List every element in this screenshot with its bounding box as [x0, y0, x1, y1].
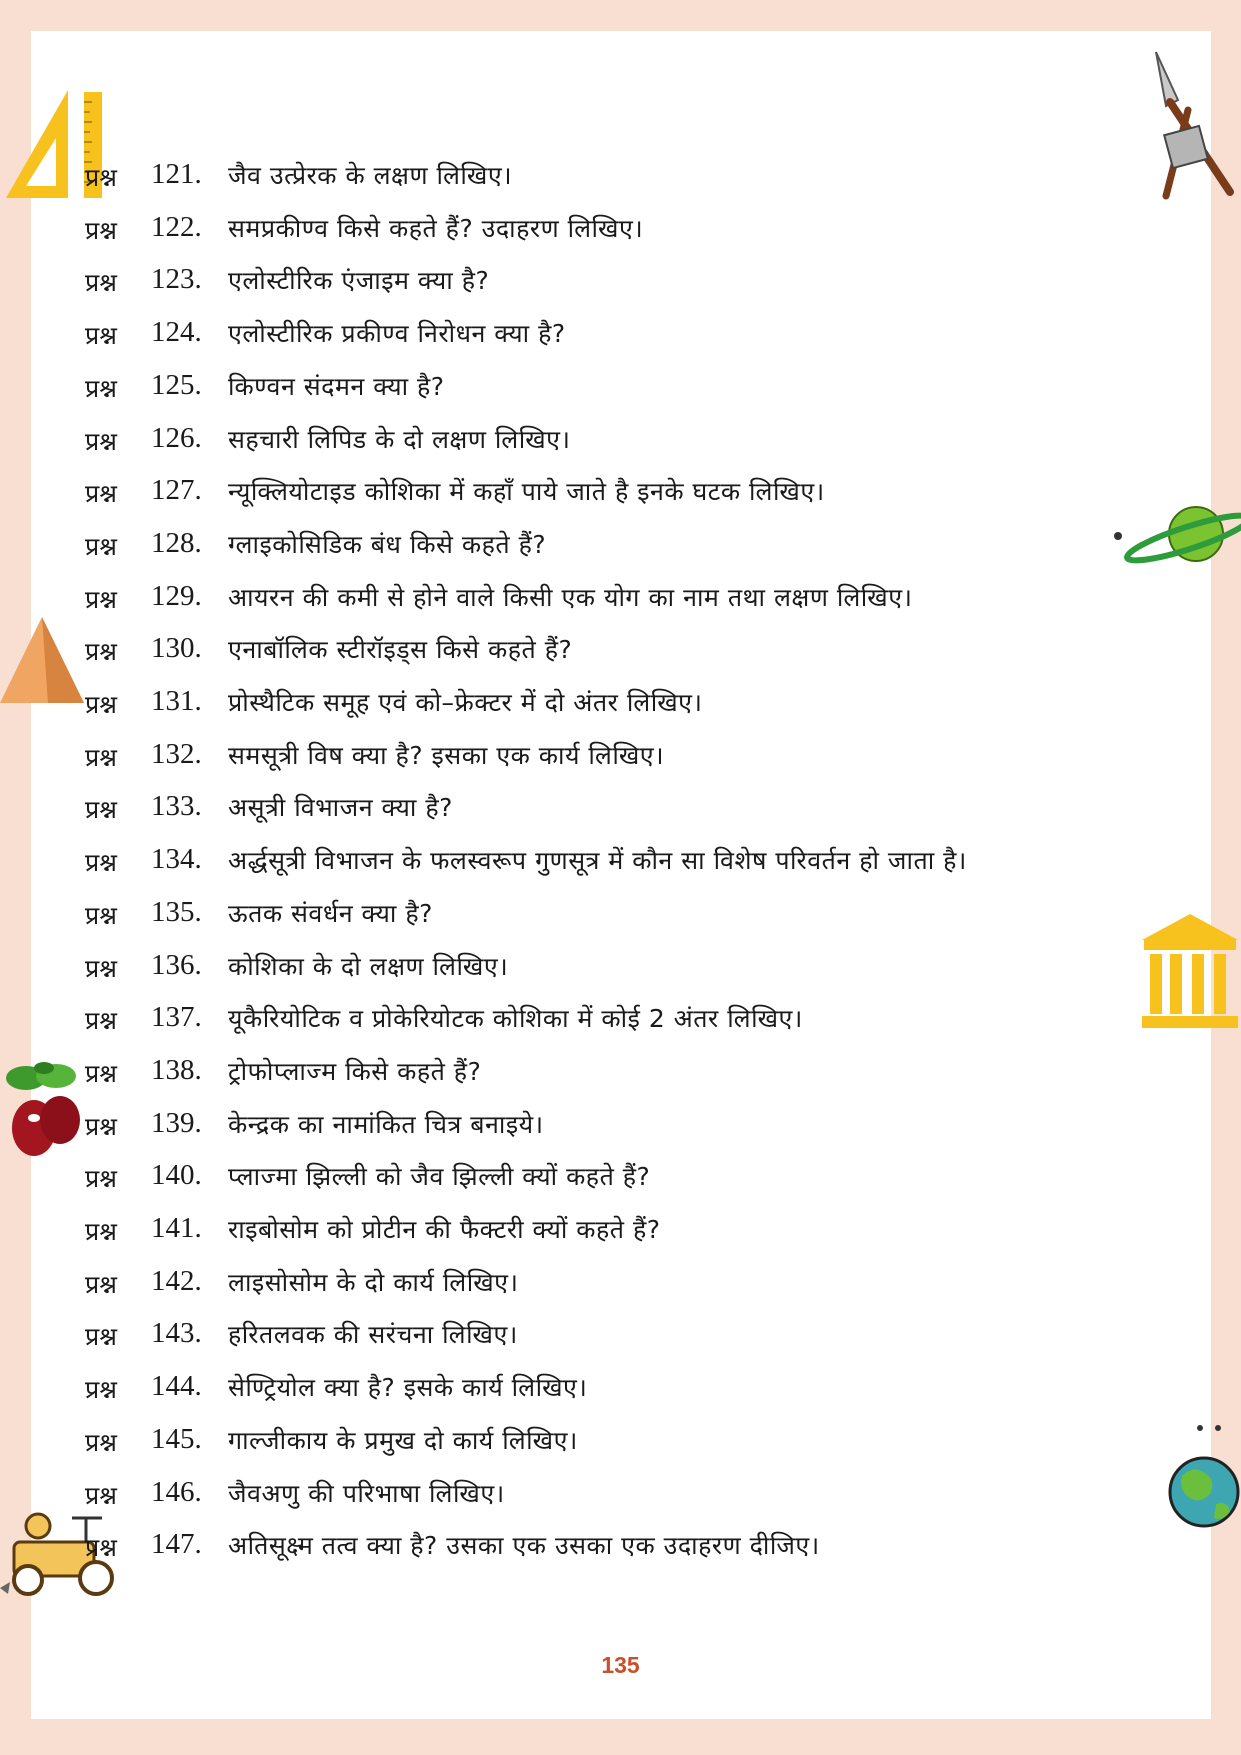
- question-item: [0, 1101, 1160, 1154]
- question-number: 140.: [151, 1159, 202, 1192]
- question-number: 146.: [151, 1475, 202, 1508]
- question-item: [0, 943, 1160, 996]
- question-item: [0, 416, 1160, 469]
- question-text: ग्लाइकोसिडिक बंध किसे कहते हैं?: [228, 529, 547, 559]
- question-prefix: प्रश्न: [85, 215, 117, 245]
- question-number: 134.: [151, 843, 202, 876]
- question-number: 144.: [151, 1370, 202, 1403]
- question-prefix: प्रश्न: [85, 1322, 117, 1352]
- question-number: 133.: [151, 790, 202, 823]
- question-item: [0, 468, 1160, 521]
- question-text: जैव उत्प्रेरक के लक्षण लिखिए।: [228, 161, 513, 190]
- question-text: अर्द्धसूत्री विभाजन के फलस्वरूप गुणसूत्र में कौन सा विशेष परिवर्तन हो जाता है।: [228, 846, 967, 876]
- question-prefix: प्रश्न: [85, 321, 117, 351]
- question-text: लाइसोसोम के दो कार्य लिखिए।: [228, 1267, 519, 1297]
- question-item: [0, 890, 1160, 943]
- question-number: 147.: [151, 1528, 202, 1561]
- question-item: [0, 363, 1160, 416]
- page-number: 135: [601, 1652, 640, 1678]
- question-number: 136.: [151, 948, 202, 981]
- question-number: 142.: [151, 1264, 202, 1297]
- question-item: [0, 1259, 1160, 1312]
- question-prefix: प्रश्न: [85, 1006, 117, 1036]
- question-number: 137.: [151, 1001, 202, 1034]
- question-item: [0, 679, 1160, 732]
- question-text: समप्रकीण्व किसे कहते हैं? उदाहरण लिखिए।: [228, 213, 644, 243]
- question-text: न्यूक्लियोटाइड कोशिका में कहाँ पाये जाते है इनके घटक लिखिए।: [228, 477, 825, 507]
- question-text: जैवअणु की परिभाषा लिखिए।: [228, 1478, 505, 1508]
- question-number: 126.: [151, 421, 202, 454]
- question-text: सहचारी लिपिड के दो लक्षण लिखिए।: [228, 424, 571, 454]
- question-number: 130.: [151, 632, 202, 665]
- question-prefix: प्रश्न: [85, 848, 117, 878]
- question-prefix: प्रश्न: [85, 953, 117, 983]
- question-text: एनाबॉलिक स्टीरॉइड्स किसे कहते हैं?: [228, 635, 573, 665]
- question-prefix: प्रश्न: [85, 1533, 117, 1563]
- question-text: यूकैरियोटिक व प्रोकेरियोटक कोशिका में कोई 2 अंतर लिखिए।: [228, 1004, 803, 1034]
- question-item: [0, 1153, 1160, 1206]
- question-text: एलोस्टीरिक प्रकीण्व निरोधन क्या है?: [228, 319, 566, 349]
- question-prefix: प्रश्न: [85, 1269, 117, 1299]
- question-item: [0, 784, 1160, 837]
- question-number: 132.: [151, 737, 202, 770]
- question-text: हरितलवक की सरंचना लिखिए।: [228, 1320, 518, 1350]
- question-item: [0, 1311, 1160, 1364]
- question-item: [0, 1470, 1160, 1523]
- question-prefix: प्रश्न: [85, 373, 117, 403]
- question-item: [0, 152, 1160, 205]
- question-text: ट्रोफोप्लाज्म किसे कहते हैं?: [228, 1056, 482, 1086]
- question-item: [0, 574, 1160, 627]
- question-number: 121.: [151, 158, 202, 190]
- question-number: 143.: [151, 1317, 202, 1350]
- question-number: 129.: [151, 579, 202, 612]
- question-text: सेण्ट्रियोल क्या है? इसके कार्य लिखिए।: [228, 1373, 588, 1403]
- question-item: [0, 837, 1160, 890]
- question-prefix: प्रश्न: [85, 900, 117, 930]
- question-prefix: प्रश्न: [85, 479, 117, 509]
- question-item: [0, 1364, 1160, 1417]
- question-number: 135.: [151, 895, 202, 928]
- question-item: [0, 205, 1160, 258]
- question-number: 139.: [151, 1106, 202, 1139]
- question-number: 138.: [151, 1053, 202, 1086]
- question-item: [0, 310, 1160, 363]
- question-prefix: प्रश्न: [85, 637, 117, 667]
- question-item: [0, 1048, 1160, 1101]
- question-text: किण्वन संदमन क्या है?: [228, 371, 445, 401]
- question-text: राइबोसोम को प्रोटीन की फैक्टरी क्यों कहते हैं?: [228, 1215, 661, 1244]
- question-number: 141.: [151, 1212, 202, 1244]
- question-prefix: प्रश्न: [85, 742, 117, 772]
- question-prefix: प्रश्न: [85, 584, 117, 614]
- axe-tools-icon: [1148, 50, 1240, 202]
- question-text: प्लाज्मा झिल्ली को जैव झिल्ली क्यों कहते हैं?: [228, 1162, 651, 1192]
- question-text: अतिसूक्ष्म तत्व क्या है? उसका एक उसका एक उदाहरण दीजिए।: [228, 1531, 820, 1561]
- question-item: [0, 626, 1160, 679]
- question-prefix: प्रश्न: [85, 795, 117, 825]
- question-prefix: प्रश्न: [85, 163, 117, 192]
- question-item: [0, 521, 1160, 574]
- question-number: 122.: [151, 210, 202, 243]
- question-prefix: प्रश्न: [85, 1217, 117, 1246]
- question-number: 145.: [151, 1422, 202, 1455]
- question-prefix: प्रश्न: [85, 1058, 117, 1088]
- question-number: 125.: [151, 368, 202, 401]
- question-item: [0, 1522, 1160, 1575]
- question-number: 123.: [151, 263, 202, 296]
- question-prefix: प्रश्न: [85, 1164, 117, 1194]
- question-prefix: प्रश्न: [85, 1427, 117, 1457]
- question-prefix: प्रश्न: [85, 690, 117, 719]
- question-text: केन्द्रक का नामांकित चित्र बनाइये।: [228, 1109, 544, 1139]
- question-number: 127.: [151, 474, 202, 507]
- question-prefix: प्रश्न: [85, 268, 117, 298]
- question-number: 124.: [151, 316, 202, 349]
- question-text: एलोस्टीरिक एंजाइम क्या है?: [228, 266, 490, 296]
- question-text: समसूत्री विष क्या है? इसका एक कार्य लिखिए।: [228, 740, 665, 770]
- question-prefix: प्रश्न: [85, 1375, 117, 1405]
- question-item: [0, 732, 1160, 785]
- question-text: कोशिका के दो लक्षण लिखिए।: [228, 951, 509, 981]
- question-text: असूत्री विभाजन क्या है?: [228, 793, 453, 823]
- question-text: प्रोस्थैटिक समूह एवं को–फ्रेक्टर में दो अंतर लिखिए।: [228, 688, 703, 717]
- question-text: ऊतक संवर्धन क्या है?: [228, 898, 433, 928]
- question-prefix: प्रश्न: [85, 1111, 117, 1141]
- question-item: [0, 1206, 1160, 1259]
- question-prefix: प्रश्न: [85, 1480, 117, 1510]
- question-text: गाल्जीकाय के प्रमुख दो कार्य लिखिए।: [228, 1425, 578, 1455]
- question-prefix: प्रश्न: [85, 531, 117, 561]
- question-item: [0, 995, 1160, 1048]
- earth-globe-icon: [1166, 1424, 1241, 1532]
- question-item: [0, 1417, 1160, 1470]
- question-item: [0, 257, 1160, 310]
- question-text: आयरन की कमी से होने वाले किसी एक योग का नाम तथा लक्षण लिखिए।: [228, 582, 913, 612]
- question-number: 131.: [151, 685, 202, 717]
- question-prefix: प्रश्न: [85, 426, 117, 456]
- question-number: 128.: [151, 526, 202, 559]
